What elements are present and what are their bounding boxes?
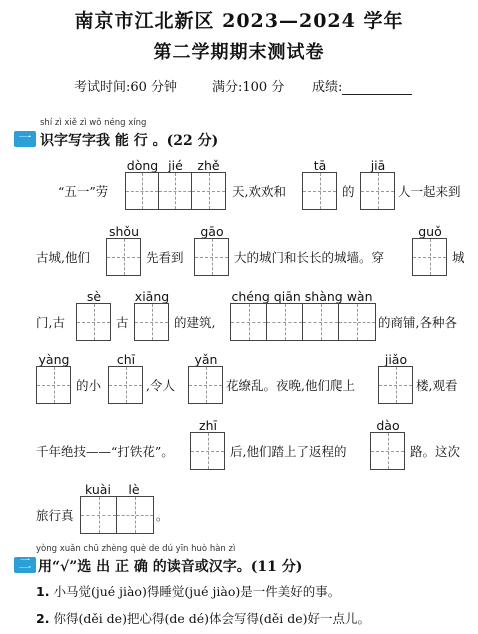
text-segment: ,令人 xyxy=(146,378,175,393)
answer-box-chi[interactable] xyxy=(108,366,143,404)
pinyin-gao: gāo xyxy=(200,224,224,239)
text-segment: 路。这次 xyxy=(410,444,461,459)
pinyin-jia: jiā xyxy=(370,158,386,173)
question-number: 1. xyxy=(36,584,50,599)
text-segment: 先看到 xyxy=(146,250,184,265)
section1-pinyin: shí zì xiě zì wǒ néng xíng xyxy=(40,118,147,128)
text-segment: 大的城门和长长的城墙。穿 xyxy=(234,250,385,265)
text-segment: 古 xyxy=(116,315,129,330)
pinyin-chi: chī xyxy=(116,352,136,367)
text-segment: 的建筑, xyxy=(174,315,216,330)
pinyin-zhe: zhě xyxy=(197,158,220,173)
text-segment: “五一”劳 xyxy=(58,184,109,199)
text-segment: 古城,他们 xyxy=(36,250,90,265)
question-number: 2. xyxy=(36,611,50,626)
answer-box-zhi[interactable] xyxy=(190,432,225,470)
answer-box-shou[interactable] xyxy=(106,238,141,276)
text-segment: 的 xyxy=(342,184,355,199)
answer-box-yang[interactable] xyxy=(36,366,71,404)
question-text[interactable]: 你得(děi de)把心得(de dé)体会写得(děi de)好一点儿。 xyxy=(53,611,371,626)
pinyin-zhi: zhī xyxy=(199,418,217,433)
text-segment: 人一起来到 xyxy=(398,184,461,199)
score-field xyxy=(312,76,412,95)
section1-number: 一 xyxy=(14,131,36,147)
score-blank[interactable] xyxy=(342,82,412,95)
text-segment: 千年绝技——“打铁花”。 xyxy=(36,444,174,459)
text-segment: 天,欢欢和 xyxy=(232,184,286,199)
text-segment: 后,他们踏上了返程的 xyxy=(230,444,347,459)
question-2 xyxy=(36,609,370,627)
answer-box-gao[interactable] xyxy=(194,238,229,276)
pinyin-jie: jié xyxy=(168,158,183,173)
answer-box-chengqianshangwan[interactable] xyxy=(230,303,376,341)
section2-number: 二 xyxy=(14,557,36,573)
answer-box-kuaile[interactable] xyxy=(80,496,154,534)
answer-box-jia[interactable] xyxy=(360,172,395,210)
score-label: 成绩: xyxy=(312,80,343,95)
answer-box-guo[interactable] xyxy=(412,238,447,276)
pinyin-kuai: kuài xyxy=(85,482,111,497)
pinyin-guo: guǒ xyxy=(418,224,442,239)
pinyin-shou: shǒu xyxy=(108,224,139,239)
pinyin-yan: yǎn xyxy=(194,352,218,367)
pinyin-dong: dòng xyxy=(126,158,159,173)
text-segment: 。 xyxy=(156,508,169,523)
answer-box-jiao[interactable] xyxy=(378,366,413,404)
pinyin-xiang: xiāng xyxy=(134,289,170,304)
pinyin-chengqianshangwan: chéng qiān shàng wàn xyxy=(231,289,373,304)
pinyin-jiao: jiǎo xyxy=(384,352,408,367)
section2-heading: 用“√”选 出 正 确 的读音或汉字。(11 分) xyxy=(38,559,303,575)
section1-heading: 识字写字我 能 行 。(22 分) xyxy=(40,133,219,149)
text-segment: 门,古 xyxy=(36,315,65,330)
text-segment: 城 xyxy=(452,250,465,265)
answer-box-se[interactable] xyxy=(76,303,111,341)
pinyin-ta: tā xyxy=(313,158,327,173)
text-segment: 花缭乱。夜晚,他们爬上 xyxy=(226,378,355,393)
pinyin-dao: dào xyxy=(376,418,400,433)
exam-subtitle: 第二学期期末测试卷 xyxy=(153,42,325,63)
pinyin-le: lè xyxy=(128,482,140,497)
answer-box-xiang[interactable] xyxy=(134,303,169,341)
pinyin-se: sè xyxy=(86,289,102,304)
text-segment: 的小 xyxy=(76,378,102,393)
pinyin-yang: yàng xyxy=(38,352,70,367)
full-score: 满分:100 分 xyxy=(212,80,285,95)
text-segment: 旅行真 xyxy=(36,508,74,523)
question-text[interactable]: 小马觉(jué jiào)得睡觉(jué jiào)是一件美好的事。 xyxy=(53,584,341,599)
exam-time: 考试时间:60 分钟 xyxy=(74,80,178,95)
answer-box-dao[interactable] xyxy=(370,432,405,470)
section2-pinyin: yòng xuǎn chū zhèng què de dú yīn huò hàn zì xyxy=(36,544,236,554)
text-segment: 楼,观看 xyxy=(416,378,458,393)
text-segment: 的商铺,各种各 xyxy=(378,315,457,330)
question-1 xyxy=(36,582,340,600)
answer-box-yan[interactable] xyxy=(188,366,223,404)
exam-title: 南京市江北新区 2023—2024 学年 xyxy=(74,10,404,32)
answer-box-dongjiezhe[interactable] xyxy=(125,172,226,210)
answer-box-ta[interactable] xyxy=(302,172,337,210)
